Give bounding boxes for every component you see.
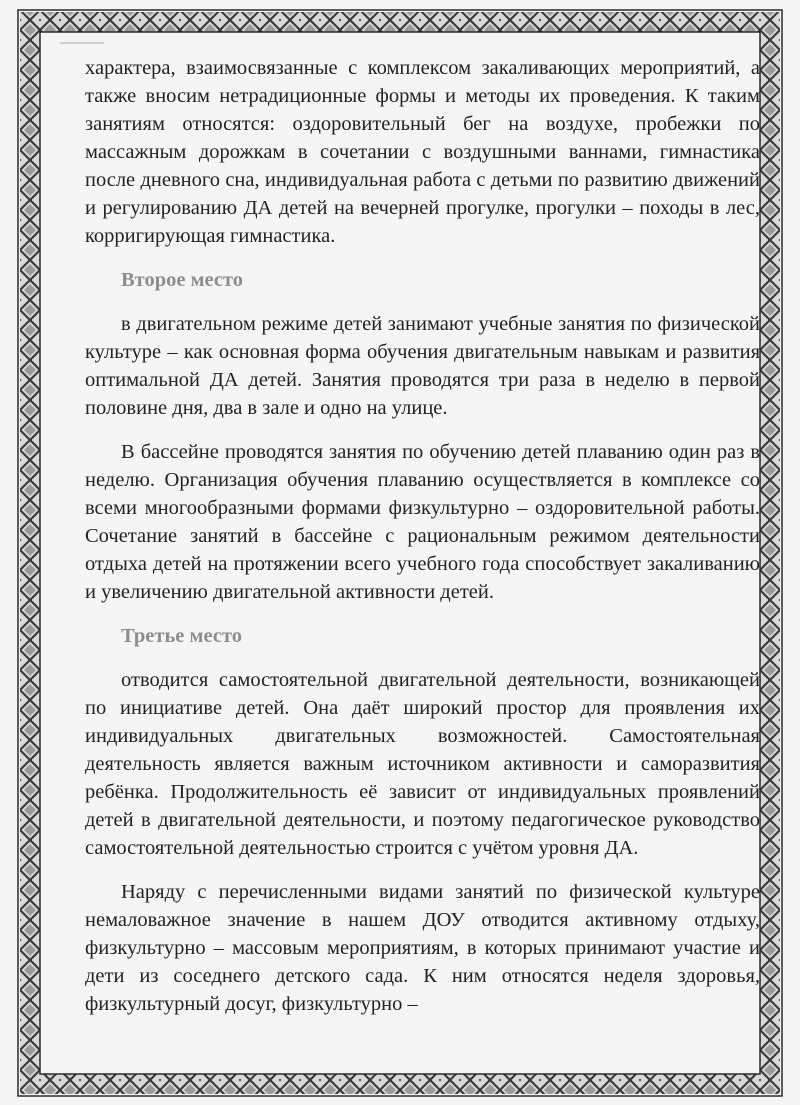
document-body — [85, 54, 760, 1034]
paragraph-2: в двигательном режиме детей занимают учебные занятия по физической культуре – как основная форма обучения двигательным навыкам и развития оптимальной ДА детей. Занятия проводятся три раза в неделю в первой половине дня, два в зале и одно на улице. — [85, 313, 760, 419]
paragraph-1: характера, взаимосвязанные с комплексом закаливающих мероприятий, а также вносим нетрадиционные формы и методы их проведения. К таким занятиям относятся: оздоровительный бег на воздухе, пробежки по массажным дорожкам в сочетании с воздушными ваннами, гимнастика после дневного сна, индивидуальная работа с детьми по развитию движений и регулированию ДА детей на вечерней прогулке, прогулки – походы в лес, корригирующая гимнастика. — [85, 57, 760, 247]
paragraph-3: В бассейне проводятся занятия по обучению детей плаванию один раз в неделю. Организация обучения плаванию осуществляется в комплексе со всеми многообразными формами физкультурно – оздоровительной работы. Сочетание занятий в бассейне с рациональным режимом деятельности отдыха детей на протяжении всего учебного года способствует закаливанию и увеличению двигательной активности детей. — [85, 441, 760, 603]
paragraph-5: Наряду с перечисленными видами занятий по физической культуре немаловажное значение в нашем ДОУ отводится активному отдыху, физкультурно – массовым мероприятиям, в которых принимают участие и дети из соседнего детского сада. К ним относятся неделя здоровья, физкультурный досуг, физкультурно – — [85, 881, 760, 1015]
paragraph-4: отводится самостоятельной двигательной деятельности, возникающей по инициативе детей. Она даёт широкий простор для проявления их индивидуальных двигательных возможностей. Самостоятельная деятельность является важным источником активности и саморазвития ребёнка. Продолжительность её зависит от индивидуальных проявлений детей в двигательной деятельности, и поэтому педагогическое руководство самостоятельной деятельностью строится с учётом уровня ДА. — [85, 669, 760, 859]
heading-third-place: Третье место — [121, 625, 242, 647]
heading-second-place: Второе место — [121, 269, 244, 291]
scan-mark — [60, 42, 104, 44]
